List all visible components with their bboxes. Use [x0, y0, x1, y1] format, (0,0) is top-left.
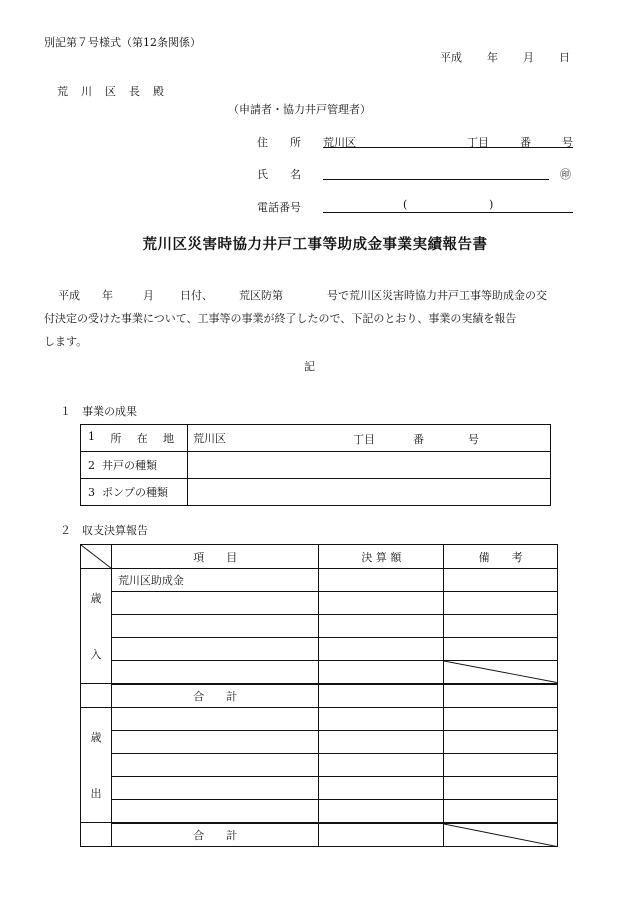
note-cell[interactable]: [444, 708, 558, 731]
note-cell[interactable]: [444, 684, 558, 708]
amount-cell[interactable]: [319, 638, 444, 661]
expense-item-cell[interactable]: [111, 800, 319, 823]
income-item-subsidy: 荒川区助成金: [111, 569, 319, 592]
expense-total-label: 合 計: [111, 823, 319, 847]
date-year: 年: [487, 51, 498, 64]
amount-cell[interactable]: [319, 661, 444, 684]
date-day: 日: [559, 51, 570, 64]
note-cell[interactable]: [444, 615, 558, 638]
location-value: 荒川区: [192, 432, 226, 445]
table-row: [81, 592, 558, 615]
blank-cell: [81, 684, 112, 708]
date-month: 月: [523, 51, 534, 64]
note-cell[interactable]: [444, 754, 558, 777]
date-era: 平成: [440, 51, 462, 64]
address-units: [467, 134, 573, 150]
blank-cell: [81, 823, 112, 847]
phone-close-paren: ): [489, 198, 494, 211]
applicant-role: （申請者・協力井戸管理者）: [228, 103, 371, 116]
header-amount: 決 算 額: [319, 545, 444, 569]
phone-label: 電話番号: [257, 201, 301, 214]
note-cell[interactable]: [444, 777, 558, 800]
diagonal-line: [444, 661, 557, 683]
note-cell[interactable]: [444, 731, 558, 754]
income-item-cell[interactable]: [111, 615, 319, 638]
location-chome: 丁目: [352, 433, 375, 446]
page-title: 荒川区災害時協力井戸工事等助成金事業実績報告書: [142, 236, 488, 253]
note-cell[interactable]: [444, 638, 558, 661]
amount-cell[interactable]: [319, 777, 444, 800]
phone-field[interactable]: [323, 212, 573, 213]
income-item-cell[interactable]: [111, 592, 319, 615]
table-row: [81, 661, 558, 684]
expense-item-cell[interactable]: [111, 731, 319, 754]
body-month: 月: [143, 289, 154, 302]
income-total-label: 合 計: [111, 684, 319, 708]
well-type-field[interactable]: [187, 452, 550, 479]
table-row: [81, 800, 558, 823]
date-line: [440, 49, 570, 65]
location-label: 1 所 在 地: [81, 425, 188, 452]
diagonal-line: [444, 824, 557, 847]
location-field[interactable]: [187, 425, 550, 452]
pump-type-field[interactable]: [187, 479, 550, 506]
body-dept: 荒区防第: [239, 289, 283, 302]
amount-cell[interactable]: [319, 615, 444, 638]
address-chome: 丁目: [467, 136, 489, 149]
body-rest: 号で荒川区災害時協力井戸工事等助成金の交: [327, 289, 547, 302]
table-row: [81, 708, 558, 731]
table-row: [81, 479, 551, 506]
location-go: 号: [467, 433, 479, 446]
income-total-row: [81, 684, 558, 708]
table-row: [81, 452, 551, 479]
phone-open-paren: (: [403, 198, 408, 211]
amount-cell[interactable]: [319, 731, 444, 754]
note-cell[interactable]: [444, 569, 558, 592]
income-item-cell[interactable]: [111, 638, 319, 661]
addressee: 荒 川 区 長 殿: [57, 85, 165, 98]
note-cell[interactable]: [444, 592, 558, 615]
seal-mark: ㊞: [560, 168, 571, 181]
body-year: 年: [102, 289, 113, 302]
expense-item-cell[interactable]: [111, 708, 319, 731]
form-id: 別記第７号様式（第12条関係）: [44, 36, 201, 49]
section2-heading: ２ 収支決算報告: [60, 524, 148, 537]
body-line-3: します。: [44, 335, 88, 348]
corner-cell: [81, 545, 112, 569]
header-item: 項 目: [111, 545, 319, 569]
note-cell[interactable]: [444, 800, 558, 823]
table-row: [81, 569, 558, 592]
header-note: 備 考: [444, 545, 558, 569]
diagonal-line: [81, 545, 111, 568]
amount-cell[interactable]: [319, 592, 444, 615]
amount-cell[interactable]: [319, 800, 444, 823]
budget-table: [80, 544, 558, 847]
table-row: [81, 731, 558, 754]
income-label: 歳 入: [81, 569, 112, 684]
table-row: [81, 638, 558, 661]
well-type-label: 2 井戸の種類: [81, 452, 188, 479]
ki-mark: 記: [304, 360, 315, 373]
body-era: 平成: [58, 289, 80, 302]
table-row: [81, 425, 551, 452]
expense-total-amount[interactable]: [319, 823, 444, 847]
table-row: [81, 754, 558, 777]
body-day: 日付、: [180, 289, 213, 302]
table-row: [81, 615, 558, 638]
expense-item-cell[interactable]: [111, 777, 319, 800]
expense-total-row: [81, 823, 558, 847]
amount-cell[interactable]: [319, 708, 444, 731]
section1-heading: １ 事業の成果: [60, 405, 137, 418]
note-cell-crossed: [444, 823, 558, 847]
table-row: [81, 777, 558, 800]
address-label: 住 所: [257, 136, 301, 149]
address-go: 号: [562, 136, 573, 149]
body-line-2: 付決定の受けた事業について、工事等の事業が終了したので、下記のとおり、事業の実績を報告: [44, 312, 517, 325]
address-ban: 番: [520, 136, 531, 149]
table-header-row: [81, 545, 558, 569]
name-label: 氏 名: [257, 168, 301, 181]
expense-label: 歳 出: [81, 708, 112, 823]
name-field[interactable]: [323, 179, 549, 180]
income-total-amount[interactable]: [319, 684, 444, 708]
address-value: 荒川区: [323, 136, 356, 149]
results-table: [80, 424, 551, 506]
amount-cell[interactable]: [319, 569, 444, 592]
income-item-cell[interactable]: [111, 661, 319, 684]
pump-type-label: 3 ポンプの種類: [81, 479, 188, 506]
expense-item-cell[interactable]: [111, 754, 319, 777]
amount-cell[interactable]: [319, 754, 444, 777]
note-cell-crossed: [444, 661, 558, 684]
body-line-1: [58, 284, 578, 307]
location-ban: 番: [412, 433, 424, 446]
